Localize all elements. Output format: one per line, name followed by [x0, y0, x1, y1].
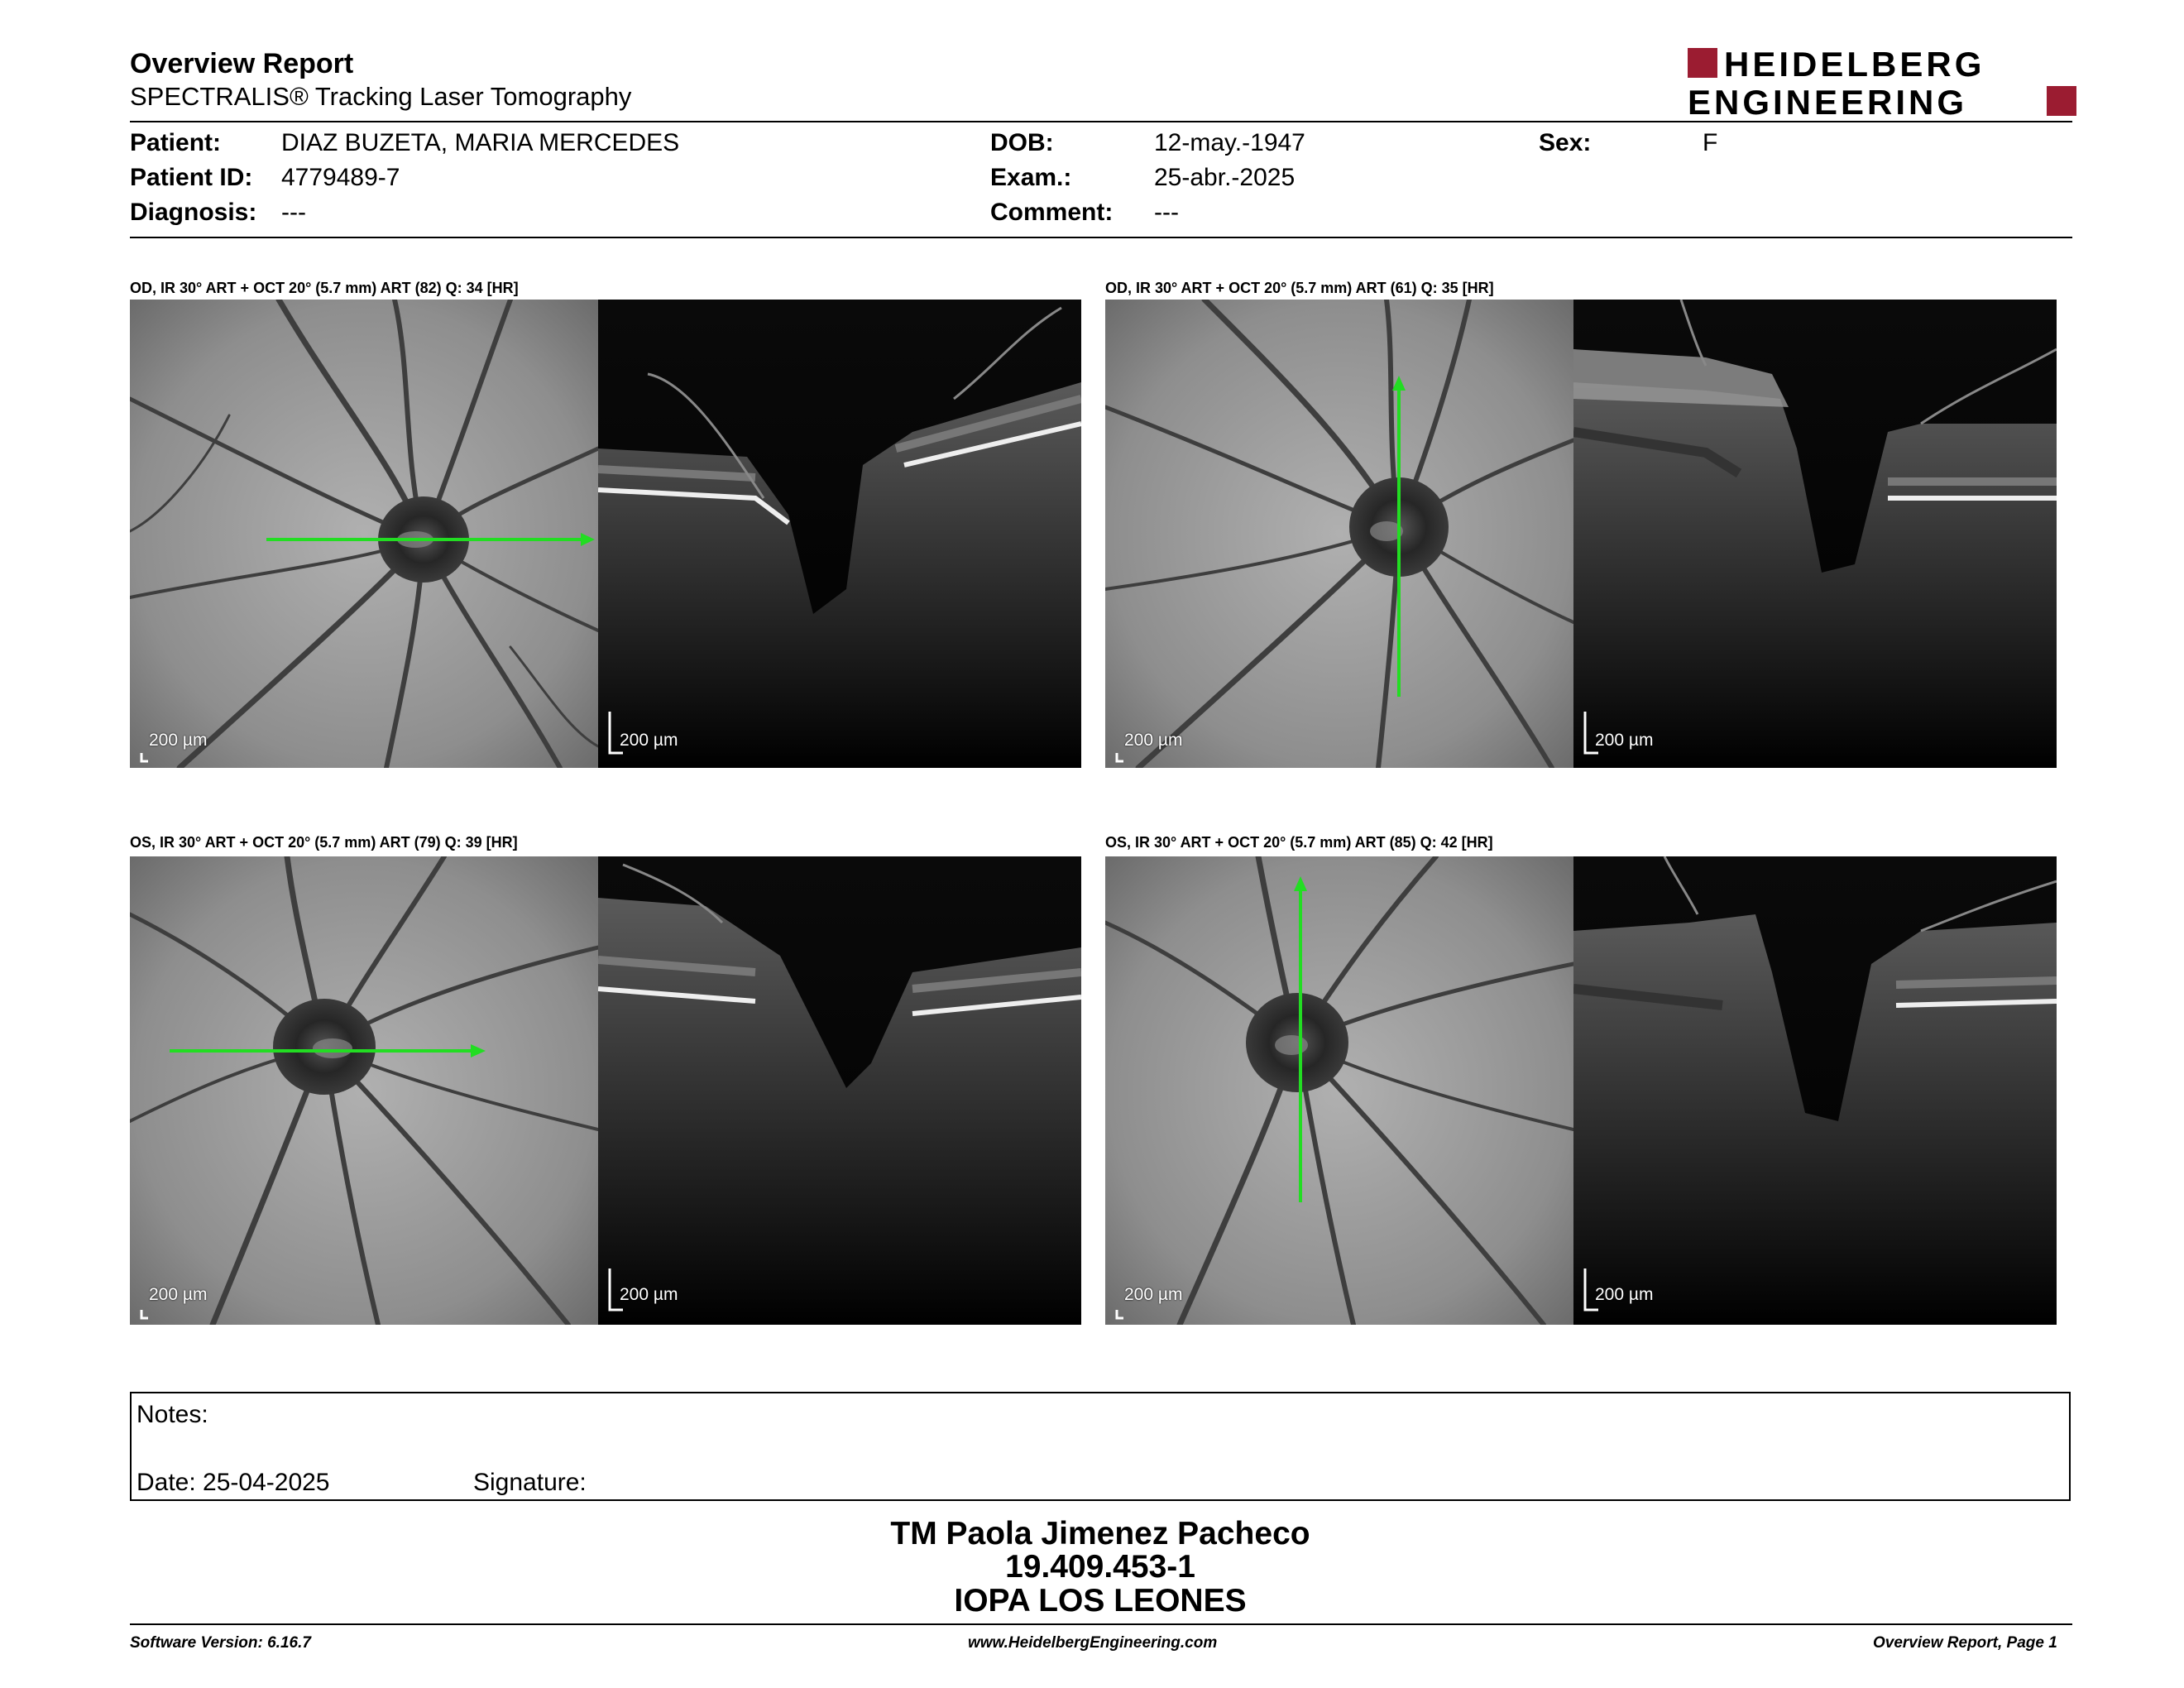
ir-scale-label: 200 µm — [1124, 731, 1183, 750]
notes-label: Notes: — [136, 1401, 208, 1428]
fundus-ir-image — [130, 300, 598, 768]
diagnosis-label: Diagnosis: — [130, 199, 257, 226]
scan-title: OD, IR 30° ART + OCT 20° (5.7 mm) ART (61) Q: 35 [HR] — [1105, 280, 1494, 296]
comment-value: --- — [1154, 199, 1179, 226]
patient-id-label: Patient ID: — [130, 164, 253, 191]
signature-label: Signature: — [473, 1469, 587, 1496]
scan-title: OS, IR 30° ART + OCT 20° (5.7 mm) ART (79) Q: 39 [HR] — [130, 834, 518, 851]
software-version: Software Version: 6.16.7 — [130, 1634, 311, 1652]
fundus-ir-image — [130, 856, 598, 1325]
patient-id-value: 4779489-7 — [281, 164, 400, 191]
logo-line1: HEIDELBERG — [1724, 45, 1985, 84]
signer-name: TM Paola Jimenez Pacheco — [890, 1516, 1310, 1551]
oct-bscan-image — [1573, 856, 2057, 1325]
exam-label: Exam.: — [990, 164, 1072, 191]
ir-scale-label: 200 µm — [149, 731, 208, 750]
scan-title: OS, IR 30° ART + OCT 20° (5.7 mm) ART (85) Q: 42 [HR] — [1105, 834, 1493, 851]
ir-scale-label: 200 µm — [1124, 1285, 1183, 1304]
report-title: Overview Report — [130, 48, 354, 79]
website-link[interactable]: www.HeidelbergEngineering.com — [968, 1634, 1218, 1652]
oct-scale-label: 200 µm — [620, 1285, 678, 1304]
notes-box — [130, 1392, 2071, 1501]
sex-label: Sex: — [1539, 129, 1592, 156]
oct-bscan-image — [1573, 300, 2057, 768]
exam-value: 25-abr.-2025 — [1154, 164, 1296, 191]
patient-value: DIAZ BUZETA, MARIA MERCEDES — [281, 129, 680, 156]
oct-scale-label: 200 µm — [1595, 1285, 1654, 1304]
signer-rut: 19.409.453-1 — [1005, 1549, 1195, 1585]
fundus-ir-image — [1105, 300, 1573, 768]
dob-label: DOB: — [990, 129, 1054, 156]
comment-label: Comment: — [990, 199, 1114, 226]
sex-value: F — [1703, 129, 1718, 156]
report-subtitle: SPECTRALIS® Tracking Laser Tomography — [130, 82, 632, 111]
patient-divider — [130, 237, 2072, 238]
oct-bscan-image — [598, 856, 1081, 1325]
footer-divider — [130, 1623, 2072, 1625]
dob-value: 12-may.-1947 — [1154, 129, 1305, 156]
fundus-ir-image — [1105, 856, 1573, 1325]
oct-bscan-image — [598, 300, 1081, 768]
signer-institution: IOPA LOS LEONES — [954, 1583, 1247, 1618]
scan-title: OD, IR 30° ART + OCT 20° (5.7 mm) ART (82) Q: 34 [HR] — [130, 280, 519, 296]
patient-label: Patient: — [130, 129, 222, 156]
heidelberg-logo — [1688, 45, 2076, 119]
diagnosis-value: --- — [281, 199, 306, 226]
date-label: Date: 25-04-2025 — [136, 1469, 330, 1496]
oct-scale-label: 200 µm — [1595, 731, 1654, 750]
oct-scale-label: 200 µm — [620, 731, 678, 750]
logo-line2: ENGINEERING — [1688, 83, 1968, 119]
header-divider — [130, 121, 2072, 122]
page-number: Overview Report, Page 1 — [1873, 1634, 2057, 1652]
ir-scale-label: 200 µm — [149, 1285, 208, 1304]
